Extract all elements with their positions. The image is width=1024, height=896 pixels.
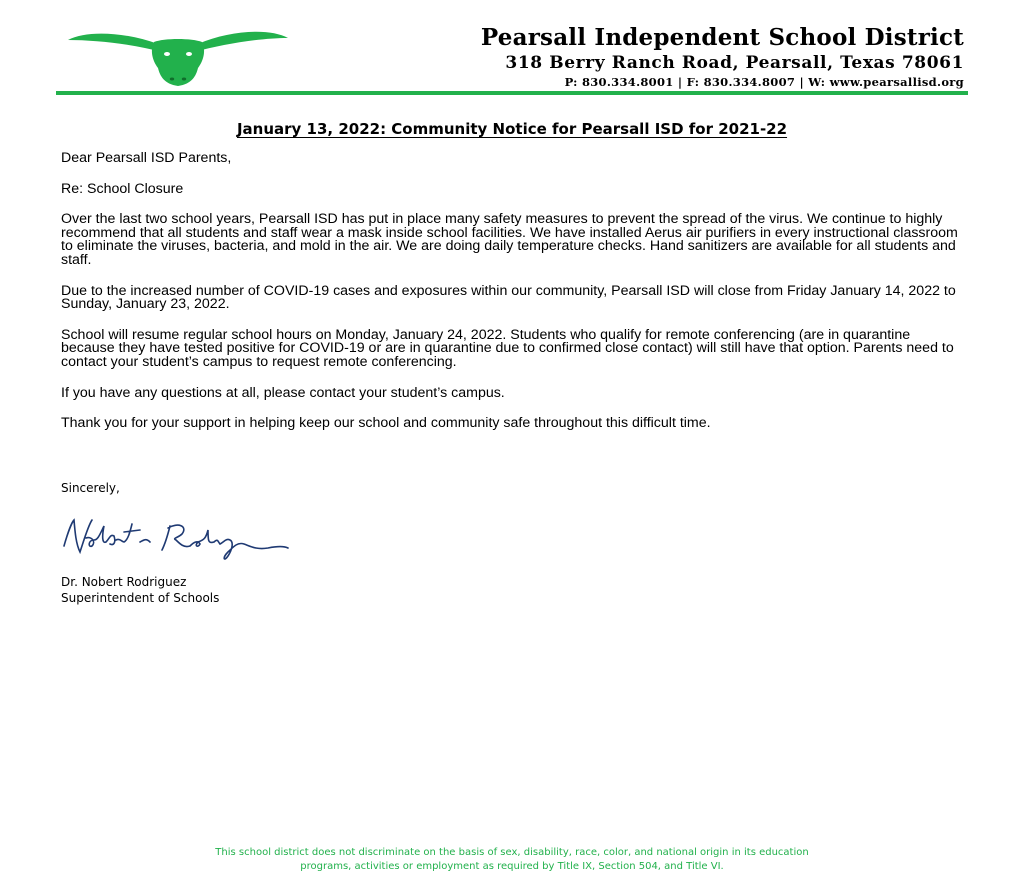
notice-title: January 13, 2022: Community Notice for Pearsall ISD for 2021-22: [236, 120, 788, 138]
district-address: 318 Berry Ranch Road, Pearsall, Texas 78061: [505, 53, 964, 73]
closing: Sincerely,: [61, 481, 120, 495]
letterhead: [481, 24, 964, 90]
paragraph-closure-dates: Due to the increased number of COVID-19 cases and exposures within our community, Pearsall ISD will close from Friday January 14, 2022 to Sunday, January 23, 2022.: [61, 282, 956, 313]
re-line: Re: School Closure: [61, 180, 184, 197]
salutation: Dear Pearsall ISD Parents,: [61, 150, 232, 166]
paragraph-safety-measures: Over the last two school years, Pearsall ISD has put in place many safety measures to prevent the spread of the virus. We continue to highly recommend that all students and staff wear a mask inside school facilities. We have installed Aerus air purifiers in every instructional classroom to eliminate the viruses, bacteria, and mold in the air. We are doing daily temperature checks. Hand sanitizers are available for all students and staff.: [61, 211, 958, 268]
letter-body: [61, 152, 961, 448]
signer-title: Superintendent of Schools: [61, 591, 220, 605]
district-name: Pearsall Independent School District: [480, 24, 964, 51]
district-contact: P: 830.334.8001 | F: 830.334.8007 | W: www.pearsallisd.org: [564, 75, 964, 89]
paragraph-resume-school: School will resume regular school hours on Monday, January 24, 2022. Students who qualify for remote conferencing (are in quarantine because they have tested positive for COVID-19 or are in quarantine due to confirmed close contact) will still have that option. Parents need to contact your student’s campus to request remote conferencing.: [61, 326, 954, 370]
signer-block: [61, 574, 219, 606]
signature-image: [58, 512, 298, 568]
header-divider: [56, 91, 968, 95]
paragraph-thank-you: Thank you for your support in helping keep our school and community safe throughout this difficult time.: [61, 415, 711, 432]
footer-line-1: This school district does not discriminate on the basis of sex, disability, race, color, and national origin in its education: [215, 847, 809, 858]
nondiscrimination-footer: [0, 846, 1024, 874]
paragraph-questions: If you have any questions at all, please contact your student’s campus.: [61, 384, 505, 401]
footer-line-2: programs, activities or employment as required by Title IX, Section 504, and Title VI.: [300, 861, 724, 872]
longhorn-logo-icon: [66, 26, 290, 88]
signer-name: Dr. Nobert Rodriguez: [61, 575, 187, 589]
